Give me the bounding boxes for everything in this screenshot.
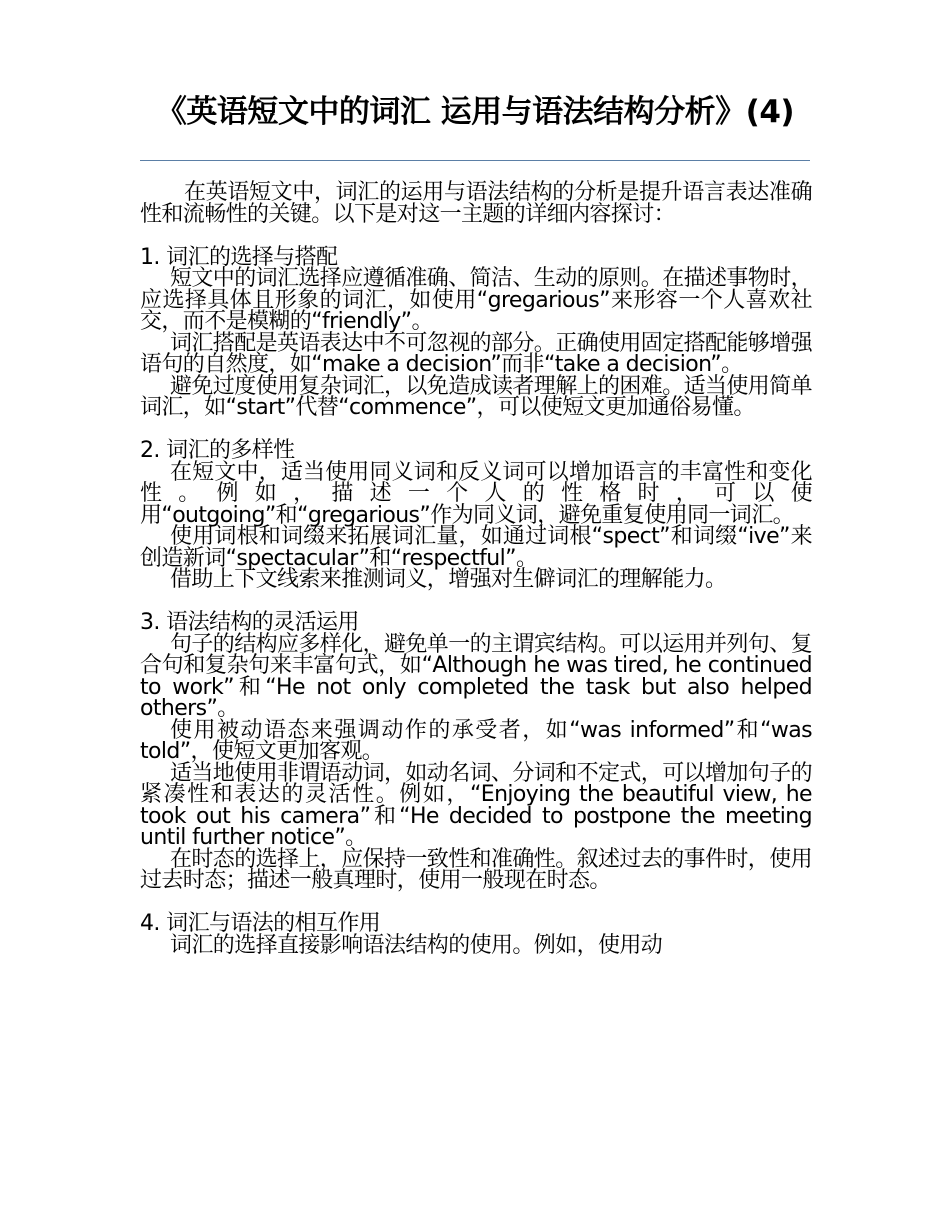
section-paragraph: 借助上下文线索来推测词义，增强对生僻词汇的理解能力。 (170, 567, 727, 592)
document-body (140, 182, 812, 956)
section-paragraph: 短文中的词汇选择应遵循准确、简洁、生动的原则。在描述事物时，应选择具体且形象的词汇，如使用“gregarious”来形容一个人喜欢社交，而不是模糊的“friendly”。 (140, 266, 813, 334)
section-paragraph: 适当地使用非谓语动词，如动名词、分词和不定式，可以增加句子的紧凑性和表达的灵活性。例如，“Enjoying the beautiful view, he took out his camera”和“He decided to postpone the meeting until further notice”。 (140, 760, 813, 850)
section-paragraph: 词汇的选择直接影响语法结构的使用。例如，使用动 (170, 932, 663, 958)
section-heading: 4. 词汇与语法的相互作用 (140, 911, 381, 936)
section-heading: 1. 词汇的选择与搭配 (140, 244, 338, 270)
section-paragraph: 句子的结构应多样化，避免单一的主谓宾结构。可以运用并列句、复合句和复杂句来丰富句式，如“Although he was tired, he continued to work”和“He not only completed the task but also helped others”。 (140, 631, 813, 721)
intro-paragraph: 在英语短文中，词汇的运用与语法结构的分析是提升语言表达准确性和流畅性的关键。以下是对这一主题的详细内容探讨： (140, 180, 812, 227)
section-heading: 3. 语法结构的灵活运用 (140, 610, 359, 635)
title-divider (140, 160, 810, 161)
section-paragraph: 词汇搭配是英语表达中不可忽视的部分。正确使用固定搭配能够增强语句的自然度，如“make a decision”而非“take a decision”。 (140, 330, 813, 377)
section-paragraph: 在时态的选择上，应保持一致性和准确性。叙述过去的事件时，使用过去时态；描述一般真理时，使用一般现在时态。 (140, 846, 813, 893)
section-heading: 2. 词汇的多样性 (140, 438, 295, 463)
document-title: 《英语短文中的词汇 运用与语法结构分析》(4) (155, 94, 795, 130)
section-paragraph: 使用词根和词缀来拓展词汇量，如通过词根“spect”和词缀“ive”来创造新词“spectacular”和“respectful”。 (140, 524, 812, 571)
section-paragraph: 使用被动语态来强调动作的承受者，如“was informed”和“was told”，使短文更加客观。 (140, 717, 812, 764)
section-paragraph: 避免过度使用复杂词汇，以免造成读者理解上的困难。适当使用简单词汇，如“start”代替“commence”，可以使短文更加通俗易懂。 (140, 373, 813, 420)
section-paragraph: 在短文中，适当使用同义词和反义词可以增加语言的丰富性和变化性。例如，描述一个人的性格时，可以使用“outgoing”和“gregarious”作为同义词，避免重复使用同一词汇。 (140, 459, 812, 528)
